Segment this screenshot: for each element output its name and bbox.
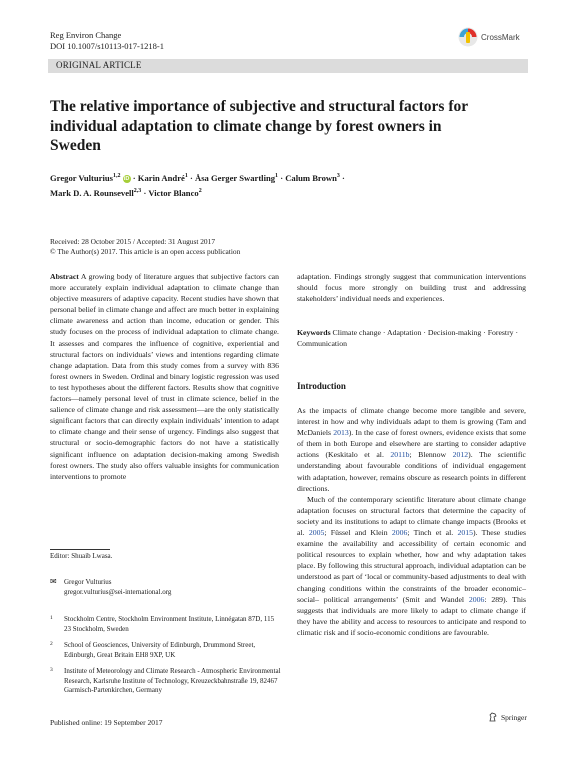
text-run: ; Füssel and Klein [324, 528, 392, 538]
affiliation-text: Institute of Meteorology and Climate Research - Atmospheric Environmental Research, Karlsruhe Institute of Technology, Kreuzeckbahnstraße 19, 82467 Garmisch-Partenkirchen, Germany [64, 667, 281, 694]
text-run: ). These studies examine the availability and accessibility of certain economic and political resources to explain whether, how and why adaptation takes place. By following this structural approach, individual adaptation can be understood as part of ‘local or community-based adjustments to deal with changing conditions within the constraints of the broader economic–social– political arrangements’ (Smit and Wandel [297, 528, 526, 604]
text-run: ). The scientific understanding about favourable conditions of individual engagement with adaptation, however, remains obscure as research points in different directions. [297, 450, 526, 493]
author-affiliation-sup: 1 [184, 173, 188, 179]
citation-link[interactable]: 2011b [390, 450, 410, 460]
contact-name: Gregor Vulturius [64, 578, 112, 586]
author-name[interactable]: Mark D. A. Rounsevell [50, 187, 134, 198]
citation-link[interactable]: 2015 [457, 528, 473, 538]
paragraph [297, 494, 526, 638]
affiliation-number: 2 [50, 641, 53, 647]
editor-note: Editor: Shuaib Lwasa. [50, 552, 113, 560]
published-online: Published online: 19 September 2017 [50, 718, 163, 727]
abstract-continued: adaptation. Findings strongly suggest that communication interventions should focus more strongly on building trust and addressing stakeholders’ individual needs and experiences. [297, 272, 526, 304]
abstract-label: Abstract [50, 272, 79, 281]
introduction-body [297, 405, 526, 638]
author-affiliation-sup: 3 [336, 173, 340, 179]
keywords [297, 327, 526, 349]
text-run: ; Blennow [409, 450, 453, 460]
section-heading-introduction: Introduction [297, 381, 346, 391]
crossmark-badge[interactable] [458, 26, 532, 48]
citation-link[interactable]: 2006 [391, 528, 408, 538]
crossmark-label: CrossMark [481, 32, 520, 42]
journal-header [50, 30, 164, 52]
keywords-label: Keywords [297, 328, 331, 337]
author-affiliation-sup: 2,3 [133, 187, 142, 194]
springer-horse-icon [488, 712, 498, 722]
article-type-banner [48, 59, 528, 73]
author-name[interactable]: Victor Blanco [148, 187, 199, 198]
article-type-label: ORIGINAL ARTICLE [56, 60, 142, 70]
envelope-icon: ✉ [50, 577, 57, 586]
abstract-text: A growing body of literature argues that subjective factors can more accurately explain individual adaptation to climate change than objective measurers of adaptive capacity. Recent studies have shown that personal belief in climate change and affect are much better in explaining climate awareness and action than income, education or gender. This study focuses on the process of individual adaptation to climate change. It assesses and compares the influence of cognitive, experiential and structural factors on individuals’ views and intentions regarding climate change adaptation. Data from this study comes from a survey with 836 forest owners in Sweden. Ordinal and binary logistic regression was used to test hypotheses about the different factors. Results show that cognitive factors—namely personal level of trust in climate science, belief in the salience of climate change and risk assessment—are the only statistically significant factors that can directly explain individuals’ intention to adapt to climate change and their sense of urgency. Findings also suggest that structural or socio-demographic factors do not have a statistically significant influence on adaptation decision-making among Swedish forest owners. The study also offers valuable insights for communication interventions to promote [50, 272, 279, 481]
author-affiliation-sup: 2 [198, 187, 202, 194]
abstract [50, 271, 279, 482]
paper-title: The relative importance of subjective and structural factors for individual adaptation to climate change by forest owners in Sweden [50, 98, 468, 154]
citation-link[interactable]: 2005 [308, 528, 325, 538]
affiliation-number: 1 [50, 615, 53, 621]
author-name[interactable]: Calum Brown [285, 172, 337, 183]
author-list: Gregor Vulturius$^{1,2}$ iD · Karin André$^1$ · Åsa Gerger Swartling$^1$ · Calum Brown$^3$ · Mark D. A. Rounsevell$^{2,3}$ · Victor Blanco$^2$ [50, 172, 345, 198]
text-run: Much of the contemporary scientific literature about climate change adaptation focuses on structural factors that determine the capacity of society and its institutions to adapt to climate change impacts (Brooks et al. [297, 494, 526, 538]
footnote-separator [50, 549, 110, 550]
publication-dates [50, 237, 310, 257]
author-name[interactable]: Åsa Gerger Swartling [195, 172, 276, 183]
paragraph [297, 405, 526, 494]
affiliation [50, 641, 282, 660]
corresponding-author [50, 577, 280, 597]
orcid-icon[interactable]: iD [123, 175, 130, 182]
affiliation-number: 3 [50, 667, 53, 673]
contact-email[interactable]: gregor.vulturius@sei-international.org [64, 588, 172, 596]
citation-link[interactable]: 2012 [452, 450, 469, 460]
text-run: : 289). This suggests that individuals are more likely to adapt to climate change if they have the ability and access to resources to anticipate and respond to climatic risk and if socio-economic conditions are favourable. [297, 594, 527, 637]
citation-link[interactable]: 2013 [333, 428, 349, 438]
affiliation-text: Stockholm Centre, Stockholm Environment Institute, Linnégatan 87D, 115 23 Stockholm, Sweden [64, 615, 275, 633]
text-run: ; Tinch et al. [407, 528, 458, 538]
publisher-logo[interactable] [488, 712, 527, 722]
author-name[interactable]: Gregor Vulturius [50, 172, 113, 183]
doi[interactable]: DOI 10.1007/s10113-017-1218-1 [50, 41, 164, 51]
text-run: ). In the case of forest owners, evidence exists that some of them in both Europe and elsewhere are starting to consider adaptive actions (Keskitalo et al. [297, 428, 526, 460]
received-accepted: Received: 28 October 2015 / Accepted: 31 August 2017 [50, 237, 216, 246]
publisher-name: Springer [501, 712, 527, 722]
keywords-text: Climate change · Adaptation · Decision-making · Forestry · Communication [297, 328, 519, 348]
affiliation-text: School of Geosciences, University of Edinburgh, Drummond Street, Edinburgh, Great Britain EH8 9XP, UK [64, 641, 256, 659]
affiliation [50, 667, 282, 696]
author-name[interactable]: Karin André [137, 172, 185, 183]
copyright-notice: © The Author(s) 2017. This article is an open access publication [50, 247, 241, 256]
journal-name: Reg Environ Change [50, 30, 122, 40]
author-affiliation-sup: 1 [275, 173, 279, 179]
affiliation [50, 615, 282, 634]
crossmark-icon [458, 27, 478, 47]
author-affiliation-sup: 1,2 [112, 173, 121, 179]
text-run: As the impacts of climate change become more tangible and severe, interest in how and why individuals adapt to them is growing (Tam and McDaniels [297, 406, 526, 438]
citation-link[interactable]: 2006 [468, 594, 485, 604]
